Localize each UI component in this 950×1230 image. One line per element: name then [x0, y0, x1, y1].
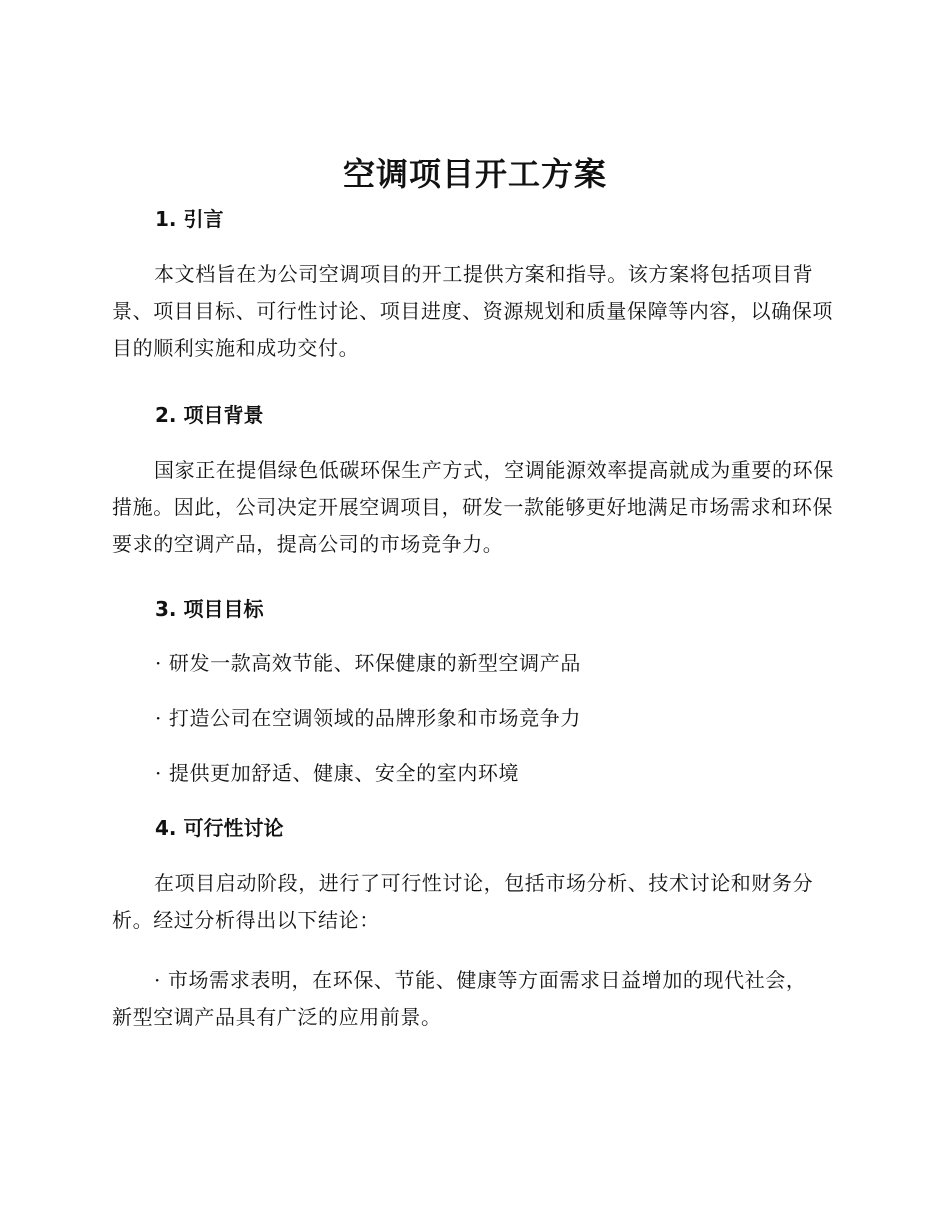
goal-bullet: · 研发一款高效节能、环保健康的新型空调产品: [155, 651, 581, 675]
feasibility-paragraph: 在项目启动阶段，进行了可行性讨论，包括市场分析、技术讨论和财务分析。经过分析得出以下结论：: [112, 871, 814, 932]
goal-bullet: · 打造公司在空调领域的品牌形象和市场竞争力: [155, 706, 581, 730]
section-heading-background: 2. 项目背景: [155, 403, 264, 427]
introduction-paragraph: 本文档旨在为公司空调项目的开工提供方案和指导。该方案将包括项目背景、项目目标、可行性讨论、项目进度、资源规划和质量保障等内容，以确保项目的顺利实施和成功交付。: [112, 262, 833, 360]
background-paragraph: 国家正在提倡绿色低碳环保生产方式，空调能源效率提高就成为重要的环保措施。因此，公司决定开展空调项目，研发一款能够更好地满足市场需求和环保要求的空调产品，提高公司的市场竞争力。: [112, 458, 834, 556]
feasibility-bullet: · 市场需求表明，在环保、节能、健康等方面需求日益增加的现代社会，新型空调产品具有广泛的应用前景。: [112, 968, 807, 1029]
section-heading-goals: 3. 项目目标: [155, 597, 264, 621]
document-title: 空调项目开工方案: [342, 155, 607, 193]
section-heading-feasibility: 4. 可行性讨论: [155, 816, 284, 840]
goal-bullet: · 提供更加舒适、健康、安全的室内环境: [155, 761, 520, 785]
section-heading-introduction: 1. 引言: [155, 207, 224, 231]
